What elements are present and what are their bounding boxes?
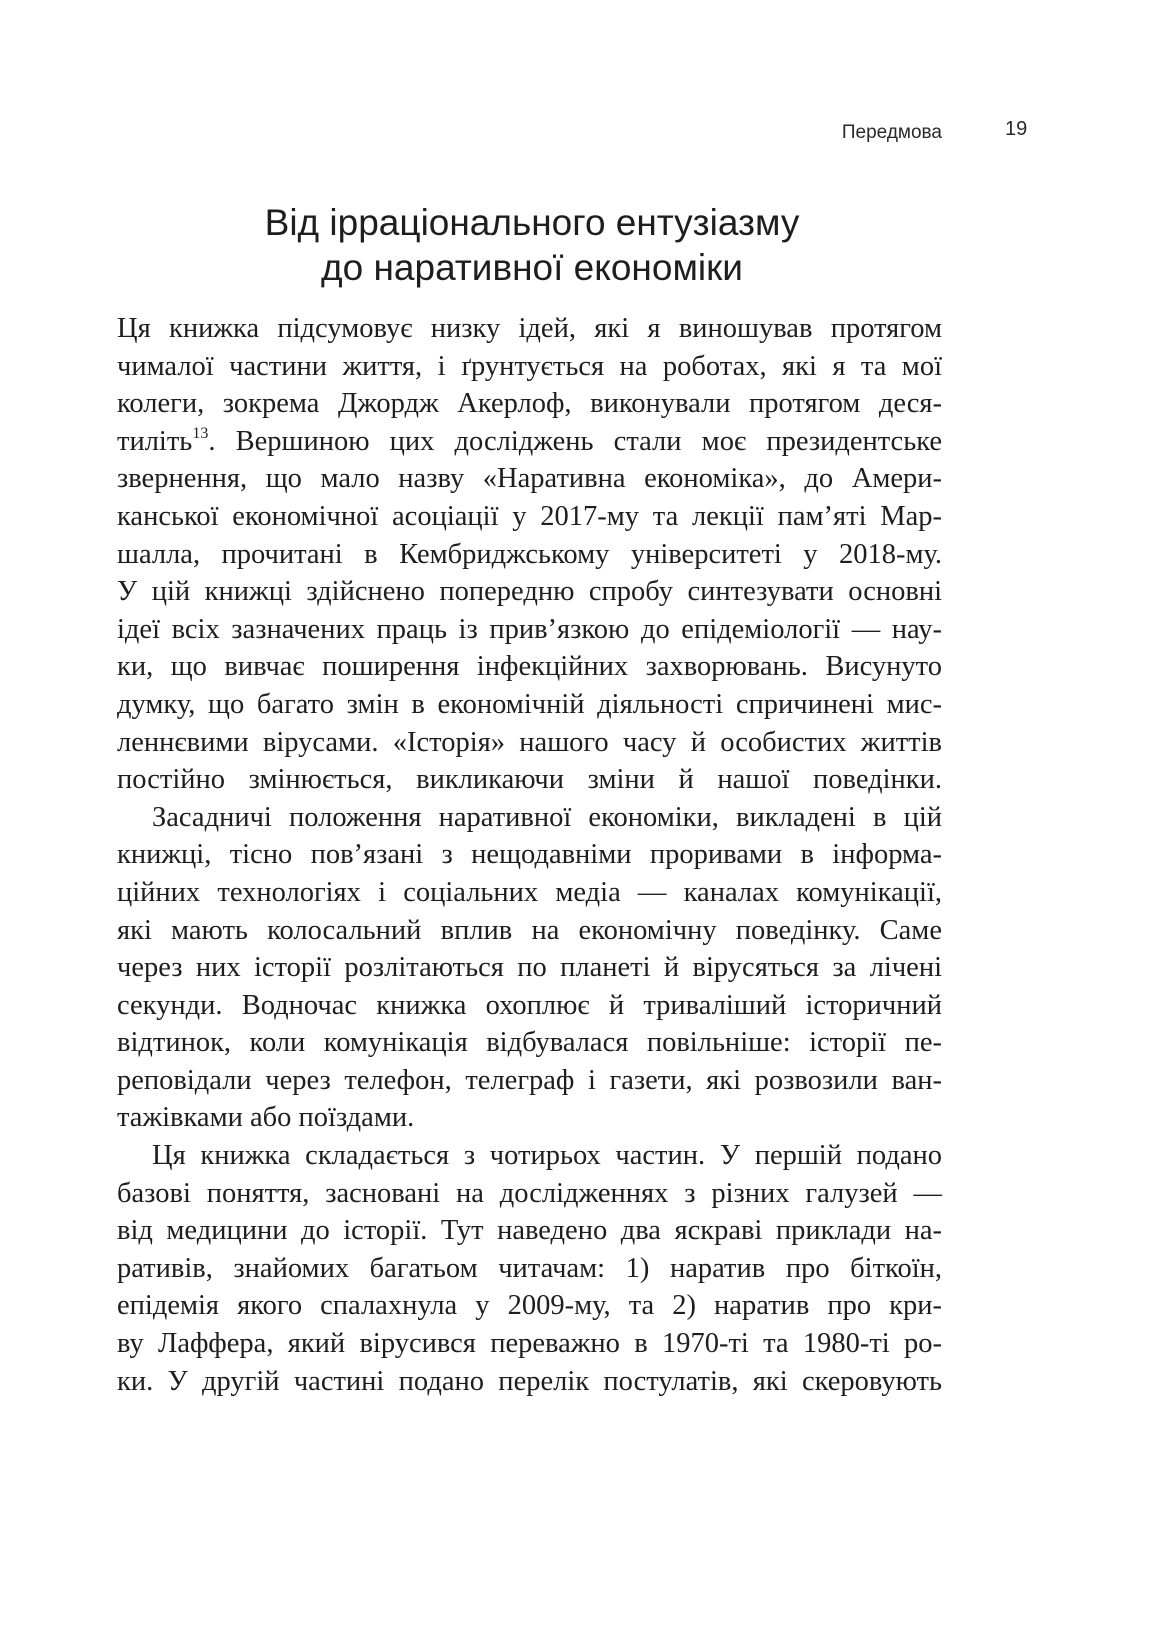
section-heading (118, 200, 946, 290)
text-line: реповідали через телефон, телеграф і газети, які розвозили ван- (117, 1064, 942, 1096)
text-line: через них історії розлітаються по планеті й вірусяться за лічені (117, 952, 942, 984)
text-line: чималої частини життя, і ґрунтується на роботах, які я та мої (117, 350, 942, 382)
paragraph-2 (117, 799, 942, 1137)
running-head (0, 118, 1166, 148)
text-line: базові поняття, засновані на дослідженнях з різних галузей — (117, 1177, 942, 1209)
text-line: колеги, зокрема Джордж Акерлоф, виконували протягом деся- (117, 388, 942, 420)
text-line: які мають колосальний вплив на економічну поведінку. Саме (117, 914, 942, 946)
section-heading-line-2: до наративної економіки (321, 247, 743, 288)
text-line-with-footnote (117, 423, 942, 461)
text-line: шалла, прочитані в Кембриджському університеті у 2018-му. (117, 538, 942, 570)
text-line: У цій книжці здійснено попередню спробу синтезувати основні (117, 576, 942, 608)
text-line: книжці, тісно пов’язані з нещодавніми проривами в інформа- (117, 839, 942, 871)
text-line: Засадничі положення наративної економіки, викладені в цій (152, 801, 942, 833)
text-line: ки. У другій частині подано перелік постулатів, які скеровують (117, 1365, 942, 1397)
text-line: канської економічної асоціації у 2017-му та лекції пам’яті Мар- (117, 500, 942, 532)
body-text (117, 310, 942, 1400)
text-line: секунди. Водночас книжка охоплює й триваліший історичний (117, 989, 942, 1021)
text-line: епідемія якого спалахнула у 2009-му, та 2) наратив про кри- (117, 1290, 942, 1322)
text-line: від медицини до історії. Тут наведено два яскраві приклади на- (117, 1215, 942, 1247)
text-line: Ця книжка підсумовує низку ідей, які я виношував протягом (117, 313, 942, 344)
footnote-reference: 13 (192, 424, 209, 442)
text-fragment: тиліть (117, 425, 193, 457)
text-line: ки, що вивчає поширення інфекційних захворювань. Висунуто (117, 651, 942, 683)
paragraph-3 (117, 1137, 942, 1400)
text-line: ідеї всіх зазначених праць із прив’язкою до епідеміології — нау- (117, 613, 942, 645)
text-line: тажівками або поїздами. (117, 1102, 415, 1134)
text-line: леннєвими вірусами. «Історія» нашого часу й особистих життів (117, 726, 942, 758)
text-line: ву Лаффера, який вірусився переважно в 1970-ті та 1980-ті ро- (117, 1328, 942, 1360)
text-line: постійно змінюється, викликаючи зміни й нашої поведінки. (117, 764, 942, 796)
running-head-title: Передмова (841, 122, 942, 143)
page-number: 19 (1005, 118, 1028, 140)
text-line: звернення, що мало назву «Наративна економіка», до Амери- (117, 463, 942, 495)
text-line: ційних технологіях і соціальних медіа — каналах комунікації, (117, 876, 942, 908)
section-heading-line-1: Від ірраціонального ентузіазму (264, 202, 800, 243)
text-line: відтинок, коли комунікація відбувалася повільніше: історії пе- (117, 1027, 942, 1059)
text-line: Ця книжка складається з чотирьох частин. У першій подано (152, 1140, 942, 1172)
text-fragment: . Вершиною цих досліджень стали моє президентське (208, 425, 942, 457)
paragraph-1 (117, 310, 942, 799)
text-line: ративів, знайомих багатьом читачам: 1) наратив про біткоїн, (117, 1252, 942, 1284)
text-line: думку, що багато змін в економічній діяльності спричинені мис- (117, 688, 942, 720)
